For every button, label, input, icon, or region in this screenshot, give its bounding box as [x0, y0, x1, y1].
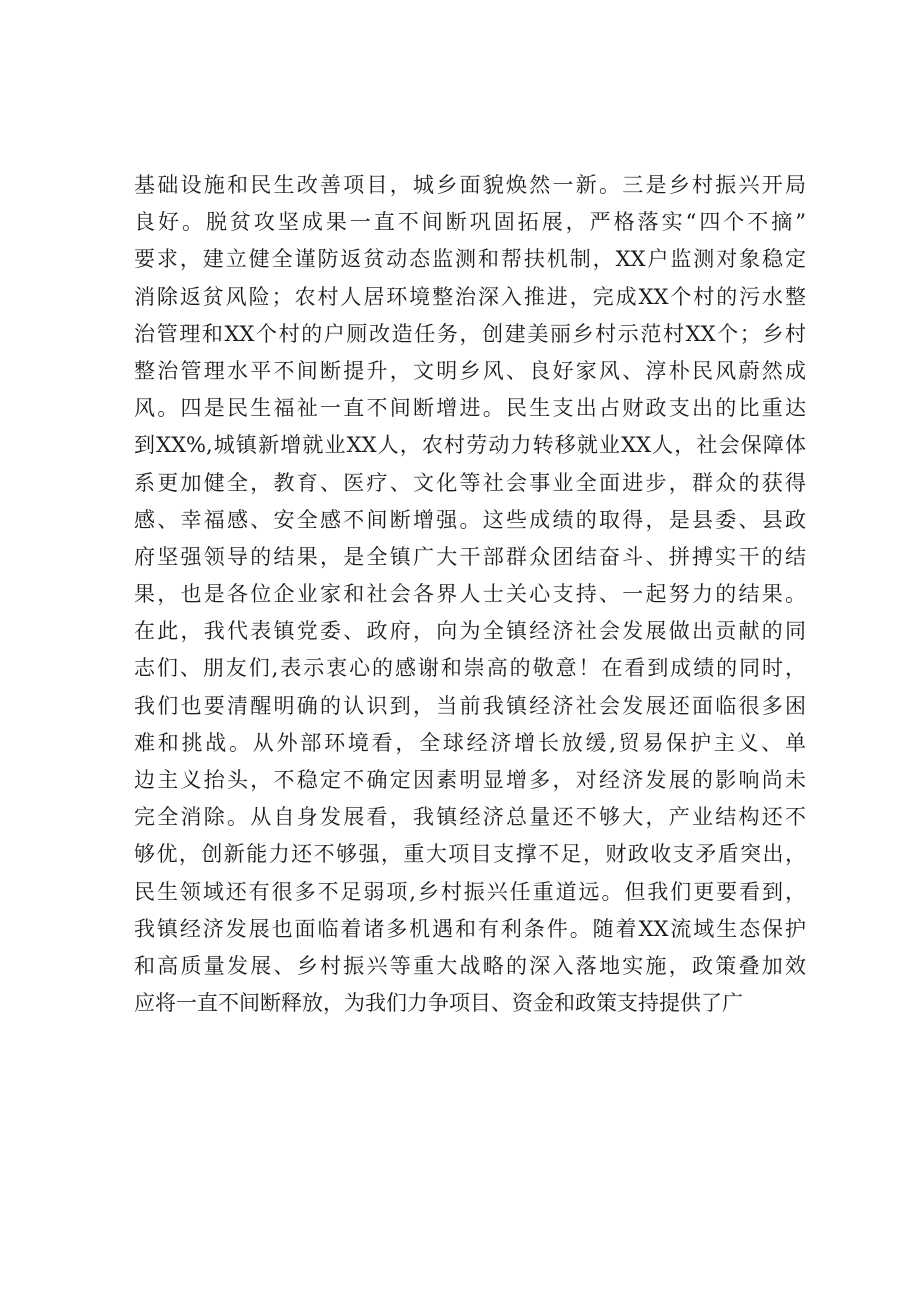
text-line: 够优，创新能力还不够强，重大项目支撑不足，财政收支矛盾突出，	[134, 842, 806, 867]
text-line: 果，也是各位企业家和社会各界人士关心支持、一起努力的结果。	[134, 582, 806, 607]
text-line: 风。四是民生福祉一直不间断增进。民生支出占财政支出的比重达	[134, 396, 806, 421]
text-line: 治管理和XX个村的户厕改造任务，创建美丽乡村示范村XX个；乡村	[134, 321, 806, 346]
text-line: 和高质量发展、乡村振兴等重大战略的深入落地实施，政策叠加效	[134, 953, 806, 978]
text-line: 我镇经济发展也面临着诸多机遇和有利条件。随着XX流域生态保护	[134, 916, 806, 941]
text-line: 要求，建立健全谨防返贫动态监测和帮扶机制，XX户监测对象稳定	[134, 247, 806, 272]
text-line: 完全消除。从自身发展看，我镇经济总量还不够大，产业结构还不	[134, 805, 806, 830]
text-line: 边主义抬头，不稳定不确定因素明显增多，对经济发展的影响尚未	[134, 768, 806, 792]
text-line: 到XX%,城镇新增就业XX人，农村劳动力转移就业XX人，社会保障体	[134, 433, 806, 458]
text-line: 基础设施和民生改善项目，城乡面貌焕然一新。三是乡村振兴开局	[134, 173, 806, 197]
text-line: 消除返贫风险；农村人居环境整治深入推进，完成XX个村的污水整	[134, 284, 806, 309]
text-line: 难和挑战。从外部环境看，全球经济增长放缓,贸易保护主义、单	[134, 730, 806, 755]
text-line: 民生领域还有很多不足弱项,乡村振兴任重道远。但我们更要看到，	[134, 879, 806, 904]
text-line: 感、幸福感、安全感不间断增强。这些成绩的取得，是县委、县政	[134, 507, 806, 532]
text-line: 府坚强领导的结果，是全镇广大干部群众团结奋斗、拼搏实干的结	[134, 544, 806, 569]
text-line: 良好。脱贫攻坚成果一直不间断巩固拓展，严格落实“四个不摘”	[134, 210, 806, 235]
text-line: 志们、朋友们,表示衷心的感谢和崇高的敬意！在看到成绩的同时，	[134, 656, 806, 681]
text-line: 应将一直不间断释放，为我们力争项目、资金和政策支持提供了广	[134, 991, 743, 1016]
text-line: 我们也要清醒明确的认识到，当前我镇经济社会发展还面临很多困	[134, 693, 806, 718]
body-paragraph	[134, 167, 806, 1022]
text-line: 整治管理水平不间断提升，文明乡风、良好家风、淳朴民风蔚然成	[134, 358, 806, 383]
text-line: 在此，我代表镇党委、政府，向为全镇经济社会发展做出贡献的同	[134, 619, 806, 644]
text-line: 系更加健全，教育、医疗、文化等社会事业全面进步，群众的获得	[134, 470, 806, 495]
